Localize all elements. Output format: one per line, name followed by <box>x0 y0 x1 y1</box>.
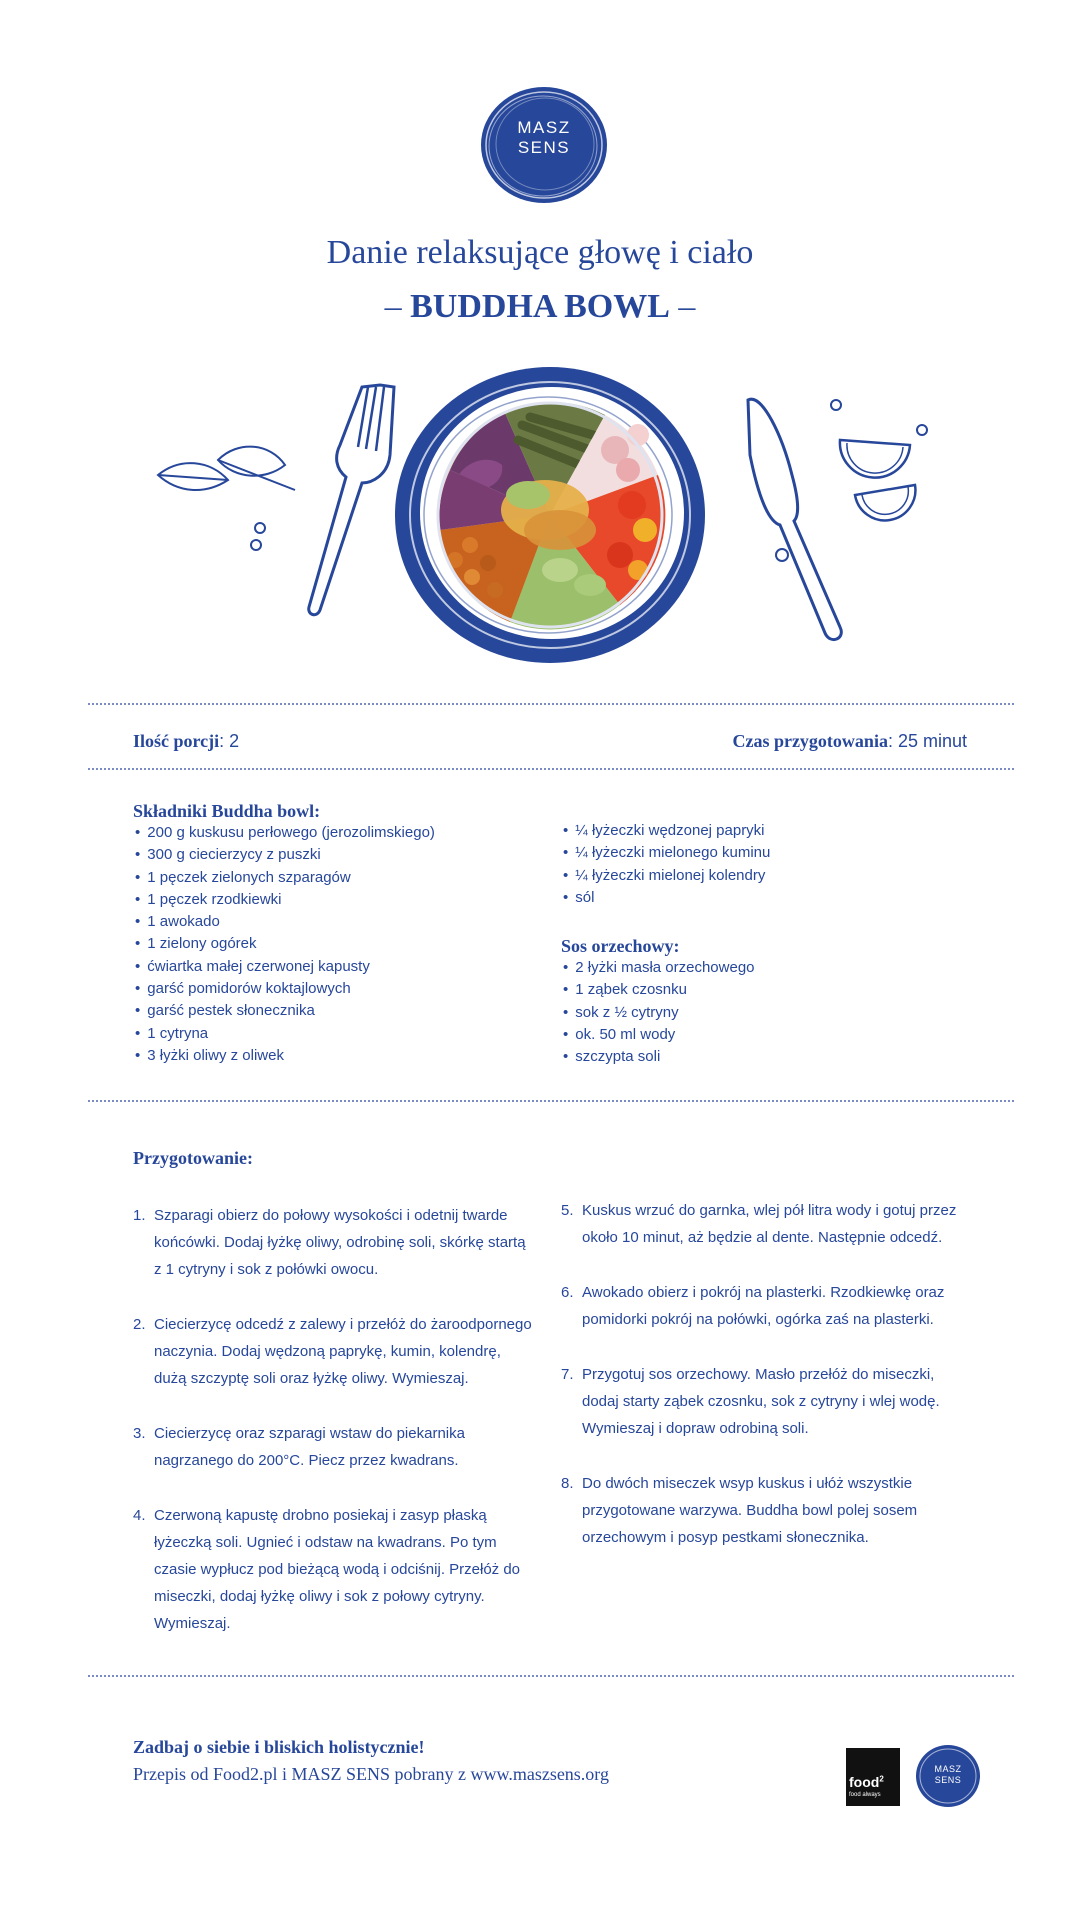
list-item: • 1 cytryna <box>133 1023 553 1045</box>
page-subtitle <box>0 288 1080 326</box>
step-number: 2. <box>133 1316 146 1333</box>
subtitle-text: BUDDHA BOWL <box>410 288 670 325</box>
buddha-bowl-illustration <box>150 365 950 665</box>
masz-sens-small-logo <box>915 1743 981 1809</box>
portions-label: Ilość porcji <box>133 731 220 751</box>
list-item: • 300 g ciecierzycy z puszki <box>133 844 553 866</box>
list-item: • 1 awokado <box>133 911 553 933</box>
food2-logo-small: food always <box>849 1792 881 1798</box>
small-logo-text-sens: SENS <box>934 1775 962 1785</box>
list-item: • sól <box>561 887 981 909</box>
step-number: 4. <box>133 1507 146 1524</box>
step-item <box>133 1202 533 1283</box>
list-item: • sok z ½ cytryny <box>561 1002 981 1024</box>
sauce-list <box>561 957 981 1068</box>
subtitle-dash-left: – <box>384 288 402 325</box>
portions-value: : 2 <box>219 731 240 751</box>
ingredients-list <box>133 822 553 1067</box>
step-item <box>561 1279 961 1333</box>
step-item <box>133 1502 533 1637</box>
list-item: • 200 g kuskusu perłowego (jerozolimskiego) <box>133 822 553 844</box>
preparation-title: Przygotowanie: <box>133 1148 253 1168</box>
prep-time-label: Czas przygotowania <box>732 731 888 751</box>
divider <box>88 1675 1014 1677</box>
list-item: • 2 łyżki masła orzechowego <box>561 957 981 979</box>
lemon-icon <box>840 440 916 520</box>
sauce-section <box>561 936 981 1068</box>
list-item: • ¼ łyżeczki mielonej kolendry <box>561 865 981 887</box>
masz-sens-logo <box>477 84 611 206</box>
step-text: Czerwoną kapustę drobno posiekaj i zasyp płaską łyżeczką soli. Ugnieć i odstaw na kwadrans. Po tym czasie wypłucz pod bieżącą wodą i odciśnij. Przełóż do miseczki, dodaj łyżkę oliwy i sok z połowy cytryny. Wymieszaj. <box>154 1507 521 1632</box>
bowl-food-image <box>438 402 665 629</box>
fork-icon <box>309 385 394 615</box>
step-text: Przygotuj sos orzechowy. Masło przełóż do miseczki, dodaj starty ząbek czosnku, sok z cytryny i wlej wodę. Wymieszaj i dopraw odrobiną soli. <box>582 1366 940 1437</box>
prep-time-value: : 25 minut <box>887 731 967 751</box>
step-number: 7. <box>561 1366 574 1383</box>
step-text: Kuskus wrzuć do garnka, wlej pół litra wody i gotuj przez około 10 minut, aż będzie al dente. Następnie odcedź. <box>582 1202 957 1246</box>
list-item: • garść pestek słonecznika <box>133 1000 553 1022</box>
pea-icon <box>831 400 841 410</box>
step-item <box>561 1361 961 1442</box>
steps-list <box>561 1197 961 1551</box>
step-text: Szparagi obierz do połowy wysokości i odetnij twarde końcówki. Dodaj łyżkę oliwy, odrobinę soli, skórkę startą z 1 cytryny i sok z połówki owocu. <box>154 1207 526 1278</box>
list-item: • ¼ łyżeczki wędzonej papryki <box>561 820 981 842</box>
step-number: 1. <box>133 1207 146 1224</box>
list-item: • szczypta soli <box>561 1046 981 1068</box>
list-item: • 1 pęczek rzodkiewki <box>133 889 553 911</box>
list-item: • ćwiartka małej czerwonej kapusty <box>133 956 553 978</box>
list-item: • 3 łyżki oliwy z oliwek <box>133 1045 553 1067</box>
step-text: Ciecierzycę odcedź z zalewy i przełóż do żaroodpornego naczynia. Dodaj wędzoną paprykę, kumin, kolendrę, dużą szczyptę soli oraz łyżkę oliwy. Wymieszaj. <box>154 1316 532 1387</box>
list-item: • 1 ząbek czosnku <box>561 979 981 1001</box>
small-logo-text-masz: MASZ <box>934 1764 962 1774</box>
step-item <box>561 1197 961 1251</box>
pea-icon <box>917 425 927 435</box>
logo-text-masz: MASZ <box>517 118 571 137</box>
prep-time-info <box>732 731 967 752</box>
list-item: • 1 pęczek zielonych szparagów <box>133 867 553 889</box>
food2-logo <box>846 1748 900 1806</box>
page-title: Danie relaksujące głowę i ciało <box>326 234 754 271</box>
step-number: 6. <box>561 1284 574 1301</box>
step-number: 5. <box>561 1202 574 1219</box>
ingredients-continued <box>561 820 981 909</box>
sauce-title: Sos orzechowy: <box>561 936 680 956</box>
ingredients-title: Składniki Buddha bowl: <box>133 801 321 821</box>
food2-logo-word: food <box>849 1774 880 1790</box>
steps-column-right <box>561 1197 961 1579</box>
step-number: 3. <box>133 1425 146 1442</box>
step-number: 8. <box>561 1475 574 1492</box>
steps-column-left <box>133 1202 533 1665</box>
ingredients-section <box>133 801 553 1067</box>
footer-text <box>133 1734 609 1788</box>
list-item: • garść pomidorów koktajlowych <box>133 978 553 1000</box>
leaf-icon <box>158 447 295 490</box>
pea-icon <box>251 540 261 550</box>
list-item: • 1 zielony ogórek <box>133 933 553 955</box>
step-text: Awokado obierz i pokrój na plasterki. Rzodkiewkę oraz pomidorki pokrój na połówki, ogórka zaś na plasterki. <box>582 1284 945 1328</box>
list-item: • ¼ łyżeczki mielonego kuminu <box>561 842 981 864</box>
step-item <box>133 1311 533 1392</box>
divider <box>88 703 1014 705</box>
pea-icon <box>255 523 265 533</box>
step-text: Ciecierzycę oraz szparagi wstaw do piekarnika nagrzanego do 200°C. Piecz przez kwadrans. <box>154 1425 465 1469</box>
ingredients-list-continued <box>561 820 981 909</box>
steps-list <box>133 1202 533 1637</box>
divider <box>88 1100 1014 1102</box>
footer-tagline: Zadbaj o siebie i bliskich holistycznie! <box>133 1737 425 1757</box>
subtitle-dash-right: – <box>678 288 696 325</box>
step-item <box>561 1470 961 1551</box>
step-text: Do dwóch miseczek wsyp kuskus i ułóż wszystkie przygotowane warzywa. Buddha bowl polej sosem orzechowym i posyp pestkami słonecznika. <box>582 1475 918 1546</box>
logo-text-sens: SENS <box>517 138 571 157</box>
list-item: • ok. 50 ml wody <box>561 1024 981 1046</box>
pea-icon <box>776 549 788 561</box>
step-item <box>133 1420 533 1474</box>
food2-logo-sup: 2 <box>879 1774 884 1784</box>
divider <box>88 768 1014 770</box>
footer-source: Przepis od Food2.pl i MASZ SENS pobrany z www.maszsens.org <box>133 1764 609 1784</box>
portions-info <box>133 731 239 752</box>
knife-icon <box>748 399 841 639</box>
